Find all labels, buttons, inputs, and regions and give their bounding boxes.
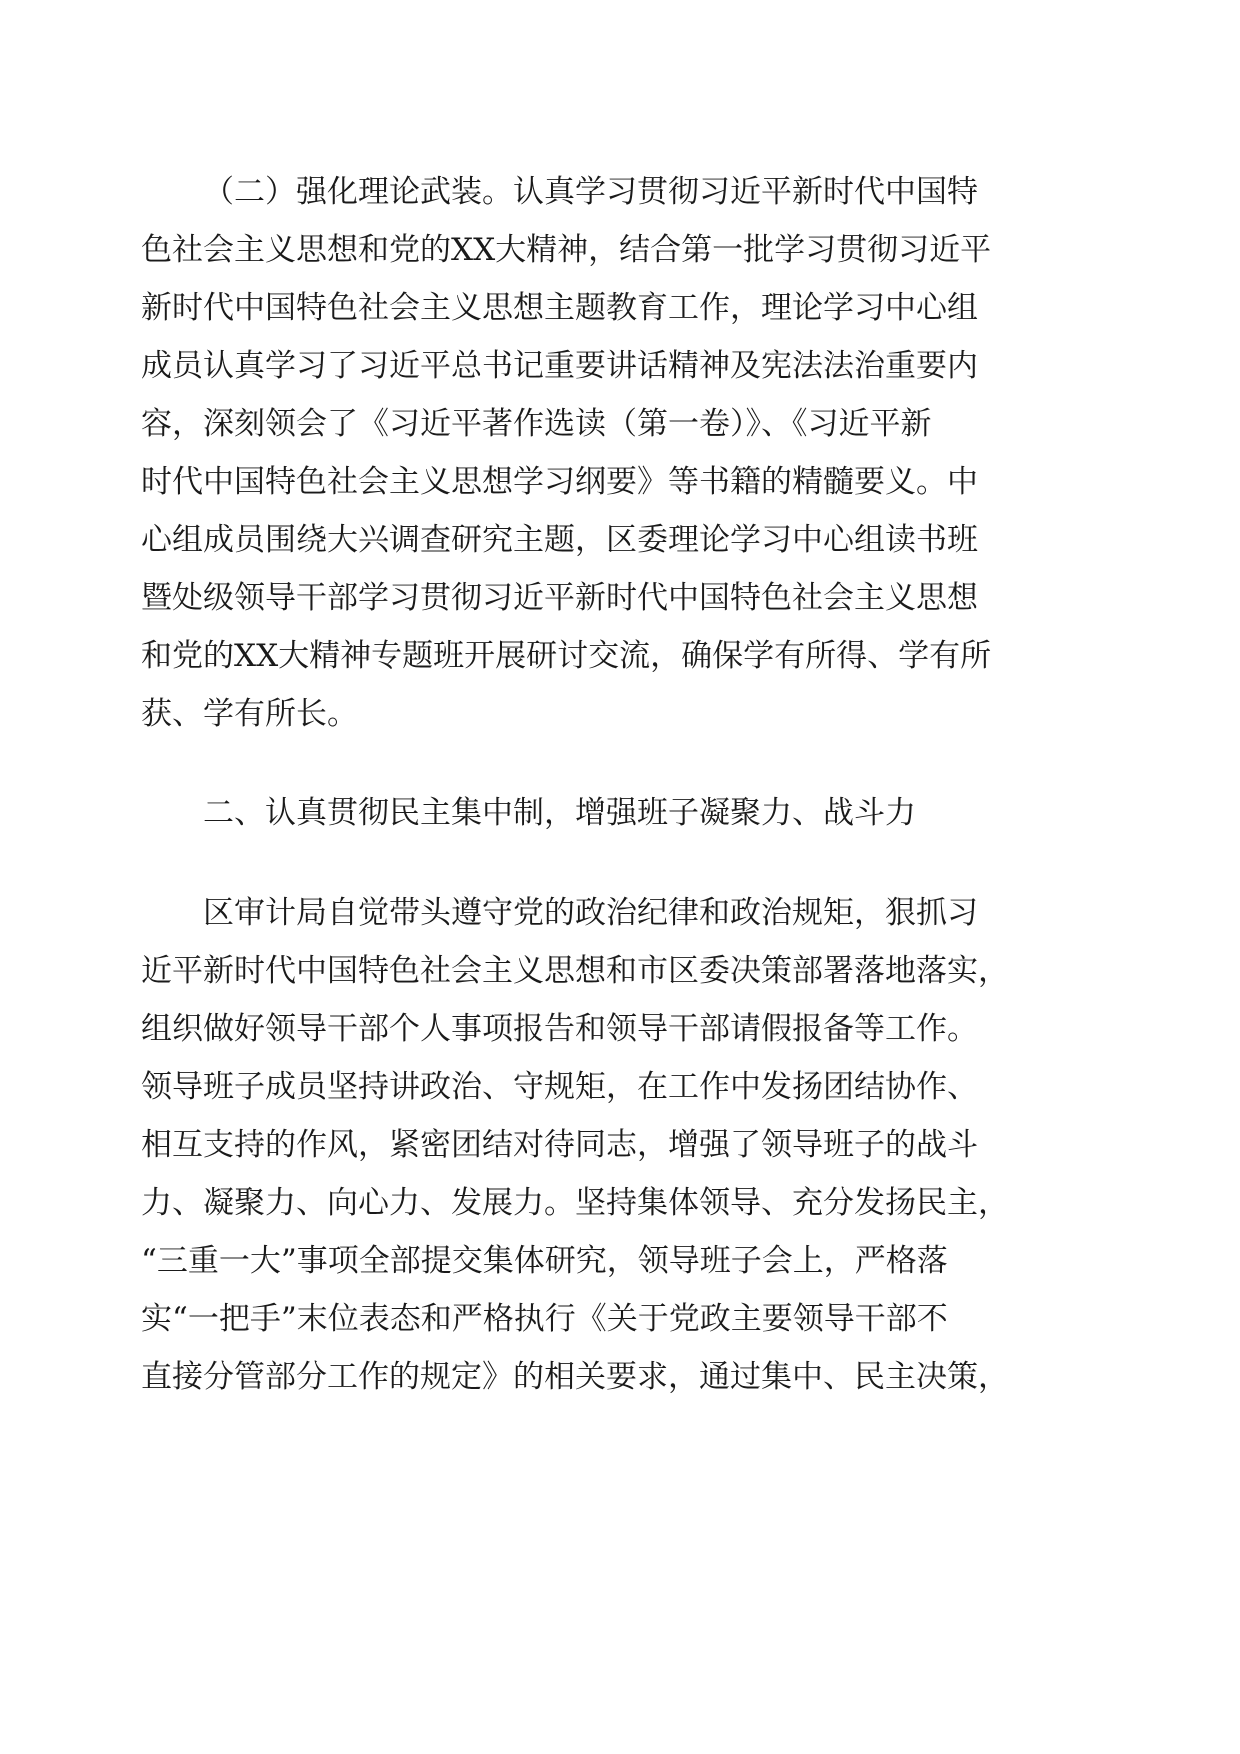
paragraph-1-line-8: 暨处级领导干部学习贯彻习近平新时代中国特色社会主义思想 [141,580,978,616]
paragraph-2-line-9: 直接分管部分工作的规定》的相关要求，通过集中、民主决策， [141,1359,1009,1395]
paragraph-1-line-7: 心组成员围绕大兴调查研究主题，区委理论学习中心组读书班 [141,522,978,558]
paragraph-2-line-3: 组织做好领导干部个人事项报告和领导干部请假报备等工作。 [141,1011,978,1047]
paragraph-2-line-7: “三重一大”事项全部提交集体研究，领导班子会上，严格落 [141,1243,948,1279]
paragraph-1-line-6: 时代中国特色社会主义思想学习纲要》等书籍的精髓要义。中 [141,464,978,500]
paragraph-1-line-2: 色社会主义思想和党的XX大精神，结合第一批学习贯彻习近平 [141,232,992,268]
paragraph-2-line-2: 近平新时代中国特色社会主义思想和市区委决策部署落地落实， [141,953,1009,989]
paragraph-2-line-5: 相互支持的作风，紧密团结对待同志，增强了领导班子的战斗 [141,1127,978,1163]
paragraph-2-line-4: 领导班子成员坚持讲政治、守规矩，在工作中发扬团结协作、 [141,1069,978,1105]
section-heading: 二、认真贯彻民主集中制，增强班子凝聚力、战斗力 [203,795,916,831]
paragraph-2-line-8: 实“一把手”末位表态和严格执行《关于党政主要领导干部不 [141,1301,948,1337]
paragraph-1-line-3: 新时代中国特色社会主义思想主题教育工作，理论学习中心组 [141,290,978,326]
paragraph-2-line-1: 区审计局自觉带头遵守党的政治纪律和政治规矩，狠抓习 [203,895,978,931]
paragraph-1-line-1: （二）强化理论武装。认真学习贯彻习近平新时代中国特 [203,174,978,210]
paragraph-1-line-9: 和党的XX大精神专题班开展研讨交流，确保学有所得、学有所 [141,638,992,674]
paragraph-1-line-5: 容，深刻领会了《习近平著作选读（第一卷）》、《习近平新 [141,406,932,442]
paragraph-2-line-6: 力、凝聚力、向心力、发展力。坚持集体领导、充分发扬民主， [141,1185,1009,1221]
paragraph-1-line-10: 获、学有所长。 [141,696,358,732]
paragraph-1-line-4: 成员认真学习了习近平总书记重要讲话精神及宪法法治重要内 [141,348,978,384]
